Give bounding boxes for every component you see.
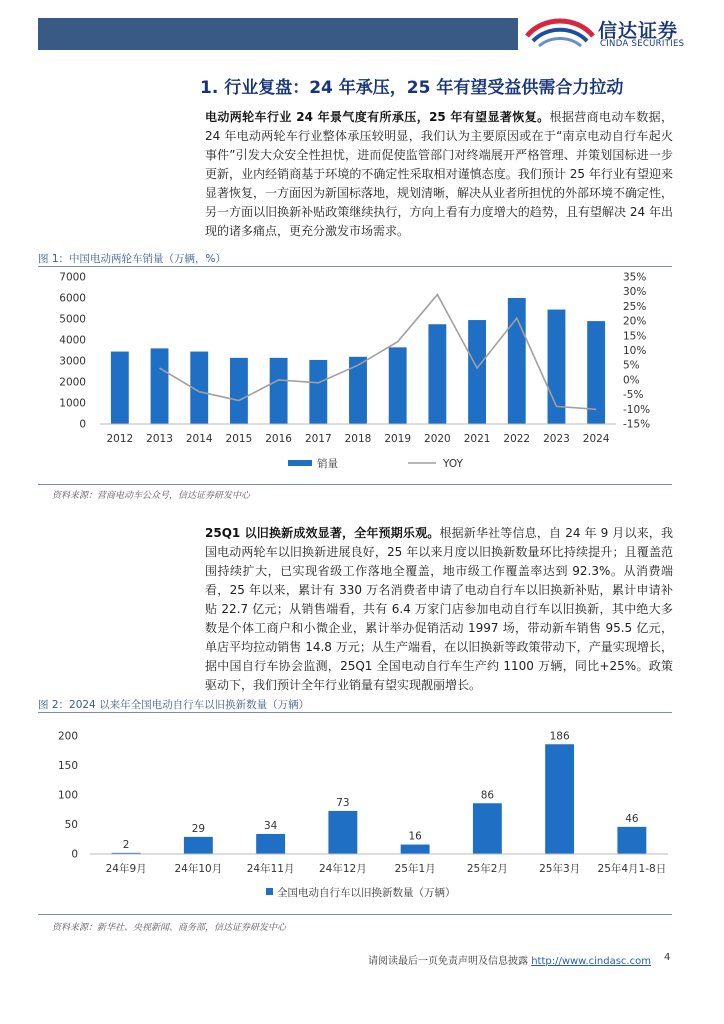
x-tick-label: 24年12月 bbox=[319, 863, 367, 875]
paragraph-body: 根据新华社等信息，自 24 年 9 月以来，我国电动两轮车以旧换新进展良好，25 年以来月度以旧换新数量环比持续提升；且覆盖范围持续扩大，已实现省级工作落地全覆盖，地市级工作覆盖率达到 92.3%。从消费端看，25 年以来，累计有 330 万名消费者申请了电动自行车以旧换新补贴，累计申请补贴 22.7 亿元；从销售端看，共有 6.4 万家门店参加电动自行车以旧换新，其中绝大多数是个体工商户和小微企业，累计举办促销活动 1997 场，带动新车销售 95.5 亿元，单店平均拉动销售 14.8 万元；从生产端看，在以旧换新等政策带动下，产量实现增长，据中国自行车协会监测，25Q1 全国电动自行车生产约 1100 万辆，同比+25%。政策驱动下，我们预计全年行业销量有望实现靓丽增长。 bbox=[205, 526, 673, 692]
bar-data-label: 86 bbox=[480, 789, 495, 802]
x-tick-label: 2018 bbox=[344, 433, 372, 445]
figure-1-source: 资料来源：营商电动车公众号，信达证券研发中心 bbox=[52, 491, 251, 501]
figure-2-source: 资料来源：新华社、央视新闻、商务部，信达证券研发中心 bbox=[52, 923, 287, 933]
x-tick-label: 2024 bbox=[582, 433, 610, 445]
y-right-tick-label: 0% bbox=[623, 374, 640, 387]
y-tick-label: 0 bbox=[71, 848, 78, 861]
y-right-tick-label: 35% bbox=[623, 271, 647, 284]
y-right-tick-label: -5% bbox=[623, 389, 644, 402]
y-tick-label: 50 bbox=[64, 819, 78, 831]
trade-in-bar bbox=[401, 845, 430, 854]
yoy-line bbox=[160, 295, 597, 410]
figure-1-caption: 图 1：中国电动两轮车销量（万辆，%） bbox=[38, 253, 226, 265]
x-tick-label: 25年2月 bbox=[466, 863, 508, 875]
figure-divider bbox=[38, 914, 672, 915]
paragraph-lead: 电动两轮车行业 24 年景气度有所承压，25 年有望显著恢复。 bbox=[205, 110, 550, 124]
sales-bar bbox=[389, 347, 407, 424]
sales-bar bbox=[230, 358, 248, 424]
x-tick-label: 2020 bbox=[424, 433, 451, 445]
sales-bar bbox=[151, 348, 169, 424]
y-left-tick-label: 4000 bbox=[59, 334, 86, 347]
x-tick-label: 2017 bbox=[304, 433, 332, 445]
y-right-tick-label: 5% bbox=[623, 359, 640, 372]
section-title: 1. 行业复盘：24 年承压，25 年有望受益供需合力拉动 bbox=[200, 78, 624, 98]
legend-label-sales: 销量 bbox=[317, 458, 338, 470]
bar-data-label: 2 bbox=[122, 838, 130, 851]
bar-data-label: 16 bbox=[408, 830, 422, 843]
footer-text: 请阅读最后一页免责声明及信息披露 bbox=[368, 956, 528, 967]
y-right-tick-label: -10% bbox=[623, 403, 651, 416]
y-tick-label: 150 bbox=[57, 760, 78, 772]
y-tick-label: 100 bbox=[57, 789, 78, 802]
x-tick-label: 2014 bbox=[185, 433, 213, 445]
bar-data-label: 73 bbox=[336, 796, 350, 809]
sales-bar bbox=[309, 360, 327, 424]
x-tick-label: 2021 bbox=[463, 433, 491, 445]
x-tick-label: 24年9月 bbox=[105, 863, 147, 875]
y-right-tick-label: 10% bbox=[623, 345, 647, 357]
header-bar bbox=[38, 18, 518, 50]
y-left-tick-label: 2000 bbox=[59, 376, 86, 389]
y-left-tick-label: 6000 bbox=[59, 292, 86, 305]
y-right-tick-label: 20% bbox=[623, 315, 647, 328]
trade-in-bar bbox=[617, 827, 646, 854]
y-right-tick-label: -15% bbox=[623, 418, 651, 431]
page-number: 4 bbox=[664, 952, 671, 963]
figure-2-chart bbox=[38, 714, 672, 914]
figure-divider bbox=[38, 712, 672, 713]
x-tick-label: 2016 bbox=[265, 433, 292, 445]
footer-url-link[interactable]: http://www.cindasc.com bbox=[531, 956, 651, 967]
x-tick-label: 25年4月1-8日 bbox=[597, 863, 667, 875]
bar-data-label: 29 bbox=[191, 822, 206, 835]
x-tick-label: 25年1月 bbox=[394, 863, 436, 875]
paragraph-lead: 25Q1 以旧换新成效显著，全年预期乐观。 bbox=[205, 526, 440, 540]
legend-label-trade-in: 全国电动自行车以旧换新数量（万辆） bbox=[277, 887, 456, 899]
y-left-tick-label: 0 bbox=[79, 418, 86, 431]
logo-text-en: CINDA SECURITIES bbox=[600, 39, 685, 49]
paragraph-body: 根据营商电动车数据，24 年电动两轮车行业整体承压较明显，我们认为主要原因或在于“南京电动自行车起火事件”引发大众安全性担忧，进而促使监管部门对终端展开严格管理、并策划国标进一步更新，业内经销商基于环境的不确定性采取相对谨慎态度。我们预计 25 年行业有望迎来显著恢复，一方面因为新国标落地，规划清晰，解决从业者所担忧的外部环境不确定性，另一方面以旧换新补贴政策继续执行，方向上看有力度增大的趋势，且有望解决 24 年出现的诸多痛点，更充分激发市场需求。 bbox=[205, 110, 674, 238]
x-tick-label: 24年10月 bbox=[174, 863, 223, 875]
footer-disclaimer bbox=[368, 952, 651, 967]
y-left-tick-label: 7000 bbox=[59, 271, 86, 284]
paragraph-industry-review bbox=[205, 108, 673, 241]
sales-bar bbox=[468, 320, 486, 424]
y-right-tick-label: 30% bbox=[623, 286, 647, 299]
y-tick-label: 200 bbox=[57, 730, 78, 743]
logo-text-cn: 信达证券 bbox=[598, 20, 679, 42]
legend-swatch-trade-in bbox=[266, 888, 273, 895]
cinda-logo-icon bbox=[525, 14, 595, 52]
y-right-tick-label: 15% bbox=[623, 330, 647, 343]
y-left-tick-label: 1000 bbox=[59, 397, 86, 410]
trade-in-bar bbox=[545, 744, 574, 854]
trade-in-bar bbox=[328, 811, 357, 854]
trade-in-bar bbox=[256, 834, 285, 854]
x-tick-label: 2023 bbox=[543, 433, 570, 445]
x-tick-label: 2013 bbox=[146, 433, 173, 445]
sales-bar bbox=[349, 357, 367, 424]
x-tick-label: 2015 bbox=[225, 433, 253, 445]
x-tick-label: 2022 bbox=[503, 433, 531, 445]
sales-bar bbox=[111, 352, 129, 424]
sales-bar bbox=[428, 324, 446, 424]
legend-swatch-sales bbox=[288, 460, 312, 466]
figure-divider bbox=[38, 484, 672, 485]
bar-data-label: 46 bbox=[625, 812, 639, 825]
bar-data-label: 34 bbox=[263, 819, 278, 832]
x-tick-label: 2019 bbox=[384, 433, 412, 445]
sales-bar bbox=[508, 298, 526, 424]
paragraph-trade-in bbox=[205, 524, 673, 695]
figure-1-chart bbox=[38, 268, 672, 488]
trade-in-bar bbox=[473, 803, 502, 854]
legend-label-yoy: YOY bbox=[443, 458, 463, 470]
sales-bar bbox=[270, 358, 288, 424]
x-tick-label: 25年3月 bbox=[539, 863, 581, 875]
y-left-tick-label: 3000 bbox=[59, 355, 86, 368]
x-tick-label: 2012 bbox=[106, 433, 134, 445]
figure-divider bbox=[38, 266, 672, 267]
y-right-tick-label: 25% bbox=[623, 300, 647, 313]
figure-2-caption: 图 2：2024 以来年全国电动自行车以旧换新数量（万辆） bbox=[38, 699, 310, 711]
y-left-tick-label: 5000 bbox=[59, 313, 86, 326]
x-tick-label: 24年11月 bbox=[246, 863, 295, 875]
trade-in-bar bbox=[184, 837, 213, 854]
bar-data-label: 186 bbox=[549, 730, 570, 743]
